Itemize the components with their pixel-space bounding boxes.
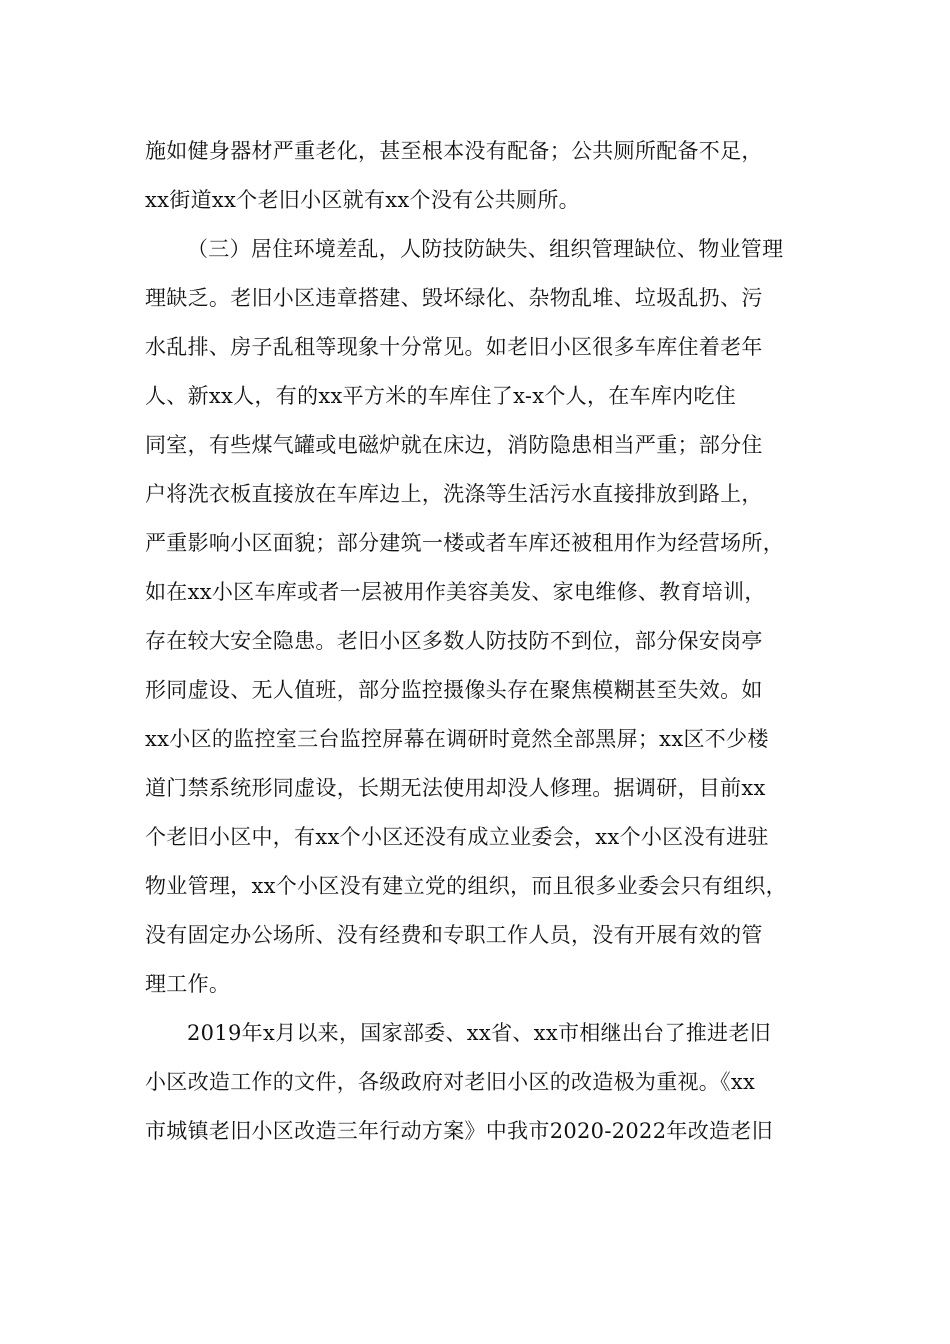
paragraph-line: 没有固定办公场所、没有经费和专职工作人员，没有开展有效的管: [145, 923, 763, 947]
document-body: [145, 127, 815, 1156]
paragraph-line: 存在较大安全隐患。老旧小区多数人防技防不到位，部分保安岗亭: [145, 629, 763, 653]
paragraph-line: xx街道xx个老旧小区就有xx个没有公共厕所。: [145, 188, 580, 212]
paragraph-line: 理工作。: [145, 972, 231, 996]
paragraph-line: 理缺乏。老旧小区违章搭建、毁坏绿化、杂物乱堆、垃圾乱扔、污: [145, 286, 763, 310]
paragraph-line: 水乱排、房子乱租等现象十分常见。如老旧小区很多车库住着老年: [145, 335, 763, 359]
paragraph-line: 个老旧小区中，有xx个小区还没有成立业委会，xx个小区没有进驻: [145, 825, 769, 849]
paragraph-line: xx小区的监控室三台监控屏幕在调研时竟然全部黑屏；xx区不少楼: [145, 727, 769, 751]
paragraph-line: 道门禁系统形同虚设，长期无法使用却没人修理。据调研，目前xx: [145, 776, 766, 800]
paragraph-line: 形同虚设、无人值班，部分监控摄像头存在聚焦模糊甚至失效。如: [145, 678, 763, 702]
paragraph-line: 市城镇老旧小区改造三年行动方案》中我市2020-2022年改造老旧: [145, 1119, 773, 1143]
paragraph-line: 同室，有些煤气罐或电磁炉就在床边，消防隐患相当严重；部分住: [145, 433, 763, 457]
paragraph-line: （三）居住环境差乱，人防技防缺失、组织管理缺位、物业管理: [187, 237, 784, 261]
paragraph-line: 小区改造工作的文件，各级政府对老旧小区的改造极为重视。《xx: [145, 1070, 756, 1094]
paragraph-line: 户将洗衣板直接放在车库边上，洗涤等生活污水直接排放到路上，: [145, 482, 763, 506]
paragraph-line: 施如健身器材严重老化，甚至根本没有配备；公共厕所配备不足，: [145, 139, 763, 163]
paragraph-line: 2019年x月以来，国家部委、xx省、xx市相继出台了推进老旧: [187, 1021, 771, 1045]
paragraph-line: 物业管理，xx个小区没有建立党的组织，而且很多业委会只有组织，: [145, 874, 787, 898]
paragraph-line: 如在xx小区车库或者一层被用作美容美发、家电维修、教育培训，: [145, 580, 766, 604]
paragraph-line: 人、新xx人，有的xx平方米的车库住了x-x个人，在车库内吃住: [145, 384, 737, 408]
paragraph-line: 严重影响小区面貌；部分建筑一楼或者车库还被租用作为经营场所，: [145, 531, 784, 555]
